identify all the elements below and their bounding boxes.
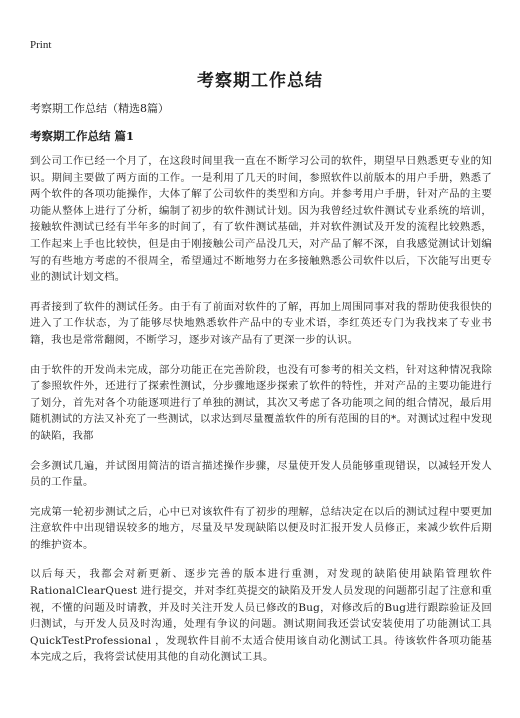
section-heading: 考察期工作总结 篇1 bbox=[30, 129, 135, 143]
paragraph-2: 再者接到了软件的测试任务。由于有了前面对软件的了解，再加上周围同事对我的帮助使我很快的进入了工作状态，为了能够尽快地熟悉软件产品中的专业术语，李红英还专门为我找来了专业书籍，我也是常常翻阅，不断学习，逐步对该产品有了更深一步的认识。 bbox=[30, 300, 492, 346]
document-subtitle: 考察期工作总结（精选8篇） bbox=[30, 102, 169, 115]
document-title: 考察期工作总结 bbox=[197, 71, 323, 91]
paragraph-1: 到公司工作已经一个月了，在这段时间里我一直在不断学习公司的软件，期望早日熟悉更专业的知识。期间主要做了两方面的工作。一是利用了几天的时间，参照软件以前版本的用户手册，熟悉了两个软件的各项功能操作，大体了解了公司软件的类型和方向。并参考用户手册，针对产品的主要功能从整体上进行了分析，编制了初步的软件测试计划。因为我曾经过软件测试专业系统的培训，接触软件测试已经有半年多的时间了，有了软件测试基础，并对软件测试及开发的流程比较熟悉，工作起来上手也比较快，但是由于刚接触公司产品没几天，对产品了解不深，自我感觉测试计划编写的有些地方考虑的不很周全，希望通过不断地努力在多接触熟悉公司软件以后，下次能写出更专业的测试计划文档。 bbox=[30, 155, 492, 284]
paragraph-6: 以后每天，我都会对新更新、逐步完善的版本进行重测，对发现的缺陷使用缺陷管理软件RationalClearQuest 进行提交，并对李红英提交的缺陷及开发人员发现的问题都引起了注意和重视，不懂的问题及时请教，并及时关注开发人员已修改的Bug，对修改后的Bug进行跟踪验证及回归测试，与开发人员及时沟通，处理有争议的问题。测试期间我还尝试安装使用了功能测试工具QuickTestProfessional ，发现软件目前不太适合使用该自动化测试工具。待该软件各项功能基本完成之后，我将尝试使用其他的自动化测试工具。 bbox=[30, 568, 492, 664]
document-body bbox=[30, 153, 492, 679]
paragraph-5: 完成第一轮初步测试之后，心中已对该软件有了初步的理解，总结决定在以后的测试过程中要更加注意软件中出现错误较多的地方，尽量及早发现缺陷以便及时汇报开发人员修正，来减少软件后期的维护资本。 bbox=[30, 505, 492, 551]
paragraph-4: 会多测试几遍，并试图用简洁的语言描述操作步骤，尽量使开发人员能够重现错误，以减轻开发人员的工作量。 bbox=[30, 459, 492, 489]
paragraph-3: 由于软件的开发尚未完成，部分功能正在完善阶段，也没有可参考的相关文档，针对这种情况我除了参照软件外，还进行了探索性测试，分步骤地逐步探索了软件的特性，并对产品的主要功能进行了划分，首先对各个功能逐项进行了单独的测试，其次又考虑了各功能项之间的组合情况，最后用随机测试的方法又补充了一些测试，以求达到尽量覆盖软件的所有范围的目的*。对测试过程中发现的缺陷，我都 bbox=[30, 363, 492, 442]
print-link[interactable]: Print bbox=[30, 39, 52, 51]
